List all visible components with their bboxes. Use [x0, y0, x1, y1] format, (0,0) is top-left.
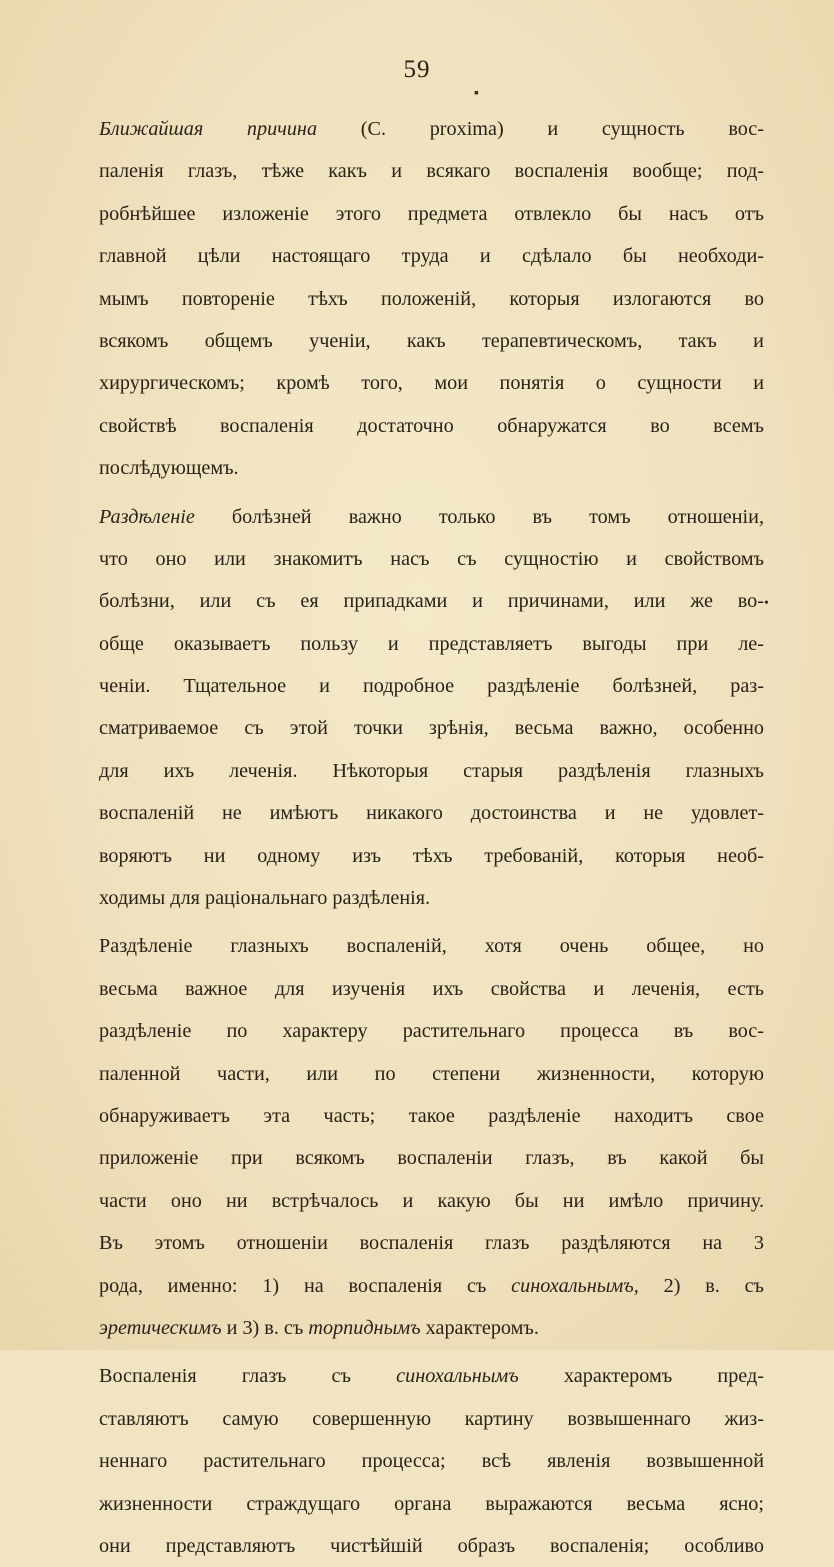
text-segment: для ихъ леченія. Нѣкоторыя старыя раздѣленія глазныхъ: [99, 759, 764, 782]
text-segment: мымъ повтореніе тѣхъ положеній, которыя излогаются во: [99, 287, 764, 310]
text-segment: главной цѣли настоящаго труда и сдѣлало бы необходи-: [99, 245, 764, 268]
text-segment: раздѣленіе по характеру растительнаго процесса въ вос-: [99, 1020, 764, 1043]
text-segment: весьма важное для изученія ихъ свойства и леченія, есть: [99, 977, 764, 1000]
text-line: [99, 1483, 764, 1525]
text-segment: Воспаленія глазъ съ: [99, 1365, 397, 1388]
italic-term: синохальнымъ,: [511, 1274, 639, 1297]
text-line: [99, 1525, 764, 1567]
text-segment: ченіи. Тщательное и подробное раздѣленіе болѣзней, раз-: [99, 675, 764, 698]
text-line: [99, 1398, 764, 1440]
text-segment: хирургическомъ; кромѣ того, мои понятія о сущности и: [99, 372, 764, 395]
italic-term: Ближайшая причина: [99, 118, 318, 140]
text-line: [99, 1053, 764, 1095]
text-line: [99, 1180, 764, 1222]
text-line: [99, 447, 764, 489]
text-segment: Въ этомъ отношеніи воспаленія глазъ раздѣляются на 3: [99, 1232, 764, 1255]
italic-term: торпиднымъ: [308, 1316, 421, 1339]
text-segment: что оно или знакомитъ насъ съ сущностію и свойствомъ: [99, 547, 764, 570]
text-segment: части оно ни встрѣчалось и какую бы ни имѣло причину.: [99, 1189, 764, 1212]
text-segment: обще оказываетъ пользу и представляетъ выгоды при ле-: [99, 632, 764, 655]
text-segment: паленной части, или по степени жизненности, которую: [99, 1062, 764, 1085]
body-text: [99, 108, 764, 1567]
text-line: [99, 538, 764, 580]
text-segment: характеромъ пред-: [518, 1365, 764, 1388]
text-segment: приложеніе при всякомъ воспаленіи глазъ, въ какой бы: [99, 1147, 764, 1170]
text-line: [99, 835, 764, 877]
text-line: [99, 496, 764, 538]
text-line: [99, 278, 764, 320]
text-segment: рода, именно: 1) на воспаленія съ: [99, 1274, 512, 1297]
text-segment: они представляютъ чистѣйшій образъ воспаленія; особливо: [99, 1534, 764, 1557]
text-segment: робнѣйшее изложеніе этого предмета отвлекло бы насъ отъ: [99, 202, 764, 225]
italic-term: эретическимъ: [99, 1316, 222, 1339]
text-line: [99, 235, 764, 277]
text-segment: сматриваемое съ этой точки зрѣнія, весьма важно, особенно: [99, 717, 764, 740]
text-line: [99, 193, 764, 235]
stray-mark: •: [764, 596, 769, 611]
text-line: [99, 108, 764, 150]
text-segment: жизненности страждущаго органа выражаются весьма ясно;: [99, 1492, 764, 1515]
italic-term: синохальнымъ: [396, 1365, 519, 1388]
text-segment: ставляютъ самую совершенную картину возвышеннаго жиз-: [99, 1407, 764, 1430]
page-number: 59: [403, 56, 431, 83]
text-segment: Раздѣленіе глазныхъ воспаленій, хотя очень общее, но: [99, 935, 764, 958]
paragraph: [99, 925, 764, 1349]
text-line: [99, 150, 764, 192]
text-line: [99, 665, 764, 707]
text-line: [99, 925, 764, 967]
text-line: [99, 877, 764, 919]
text-segment: болѣзни, или съ ея припадками и причинами, или же во-: [99, 590, 764, 613]
stray-mark: ▪: [474, 86, 479, 101]
text-line: [99, 320, 764, 362]
paragraph: [99, 1355, 764, 1567]
italic-term: Раздѣленіе: [99, 505, 195, 528]
text-segment: 2) в. съ: [638, 1274, 764, 1297]
text-segment: паленія глазъ, тѣже какъ и всякаго воспаленія вообще; под-: [99, 160, 764, 183]
text-line: [99, 623, 764, 665]
text-line: [99, 1137, 764, 1179]
text-segment: неннаго растительнаго процесса; всѣ явленія возвышенной: [99, 1450, 764, 1473]
text-line: [99, 362, 764, 404]
text-segment: обнаруживаетъ эта часть; такое раздѣленіе находитъ свое: [99, 1104, 764, 1127]
text-line: [99, 1095, 764, 1137]
text-segment: воряютъ ни одному изъ тѣхъ требованій, которыя необ-: [99, 844, 764, 867]
text-line: [99, 1010, 764, 1052]
text-line: [99, 707, 764, 749]
text-segment: всякомъ общемъ ученіи, какъ терапевтическомъ, такъ и: [99, 329, 764, 352]
text-segment: ходимы для раціональнаго раздѣленія.: [99, 887, 431, 910]
text-line: [99, 750, 764, 792]
text-segment: (C. proxima) и сущность вос-: [317, 118, 764, 140]
text-line: [99, 405, 764, 447]
text-line: [99, 968, 764, 1010]
text-segment: свойствѣ воспаленія достаточно обнаружатся во всемъ: [99, 414, 764, 437]
text-segment: болѣзней важно только въ томъ отношеніи,: [194, 505, 764, 528]
text-line: [99, 1307, 764, 1349]
text-segment: и 3) в. съ: [221, 1316, 309, 1339]
text-line: [99, 1355, 764, 1397]
text-segment: характеромъ.: [420, 1316, 539, 1339]
text-segment: послѣдующемъ.: [99, 457, 239, 480]
paragraph: [99, 496, 764, 920]
text-line: [99, 1265, 764, 1307]
text-line: [99, 1440, 764, 1482]
text-line: [99, 580, 764, 622]
text-segment: воспаленій не имѣютъ никакого достоинства и не удовлет-: [99, 802, 764, 825]
text-line: [99, 1222, 764, 1264]
text-line: [99, 792, 764, 834]
paragraph: [99, 108, 764, 490]
